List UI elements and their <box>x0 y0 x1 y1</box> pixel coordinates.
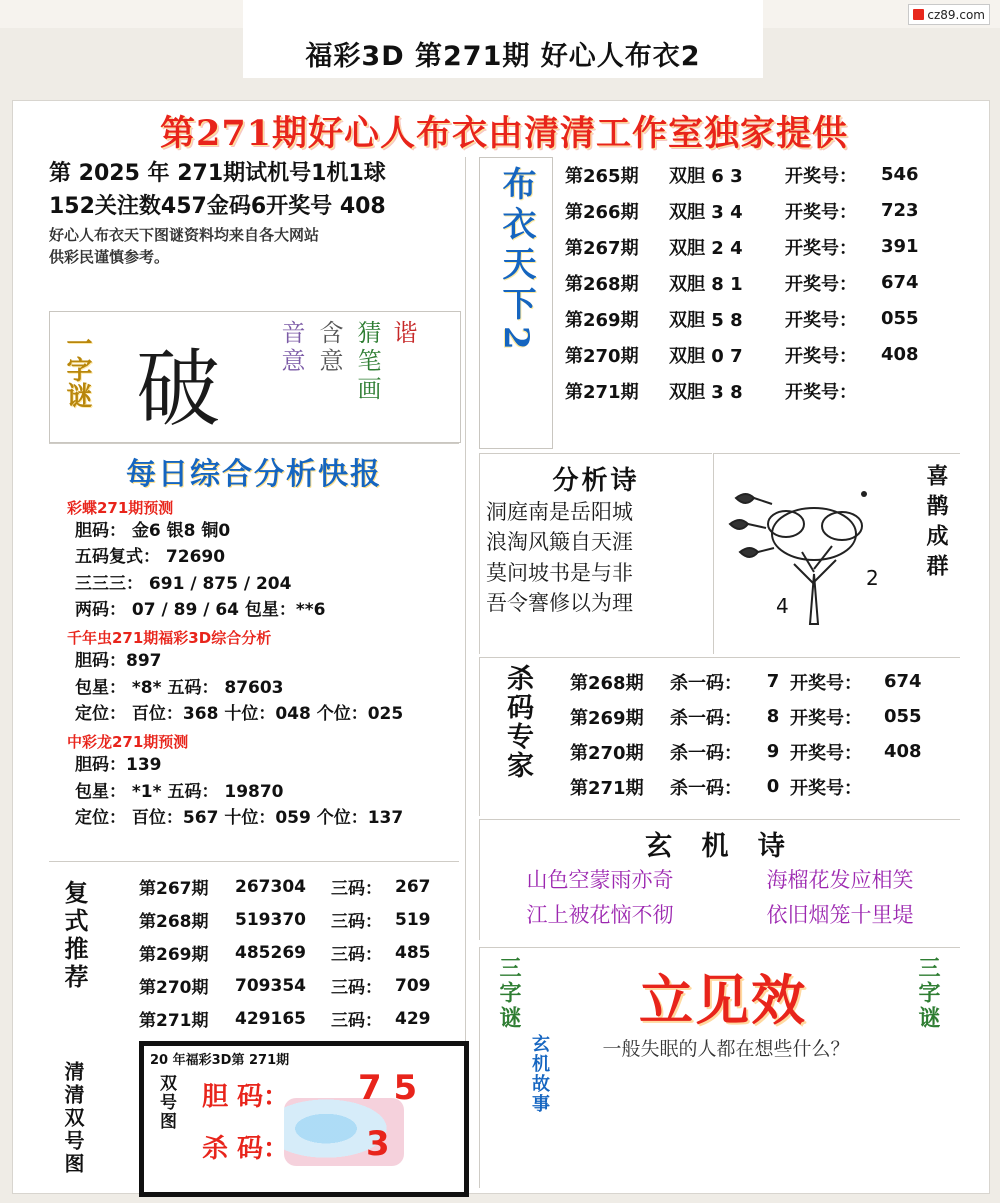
shama-label: 杀一码： <box>670 742 742 764</box>
site-watermark <box>908 4 990 25</box>
fushi-issue: 第271期 <box>139 1011 209 1031</box>
riddle-word-2: 含意 <box>315 320 343 376</box>
riddle-big-character: 破 <box>136 340 221 438</box>
history-issue: 第265期 <box>565 165 639 187</box>
sha-code-label: 杀 码： <box>202 1134 290 1164</box>
fushi-code: 709354 <box>235 975 306 996</box>
history-issue: 第271期 <box>565 381 639 403</box>
sha-code-value: 3 <box>366 1124 390 1164</box>
xuanji-row <box>480 898 960 933</box>
fushi-code: 429165 <box>235 1008 306 1029</box>
history-draw-label: 开奖号： <box>785 237 857 259</box>
table-row <box>565 373 959 409</box>
fushi-vertical-label: 复式推荐 <box>60 880 89 992</box>
riddle-word-3: 音意 <box>277 320 305 376</box>
fushi-value: 485 <box>395 942 431 963</box>
banner <box>49 109 959 153</box>
banner-text: 第271期好心人布衣由清清工作室独家提供 <box>159 113 849 154</box>
three-char-riddle-block <box>479 947 960 1188</box>
shama-kill: 7 <box>766 671 780 692</box>
fushi-value: 709 <box>395 975 431 996</box>
history-draw: 408 <box>881 344 919 365</box>
shama-draw-label: 开奖号： <box>790 672 862 694</box>
divider <box>465 157 466 1187</box>
section-line: 定位： 百位：567 十位：059 个位：137 <box>75 808 404 829</box>
fushi-issue: 第270期 <box>139 978 209 998</box>
riddle-left-vertical-label-2: 玄机故事 <box>529 1034 550 1114</box>
history-issue: 第268期 <box>565 273 639 295</box>
divider <box>49 443 459 444</box>
history-dan: 双胆 8 1 <box>669 273 743 295</box>
history-draw: 546 <box>881 164 919 185</box>
fushi-issue: 第267期 <box>139 879 209 899</box>
fushi-label: 三码： <box>331 912 382 932</box>
daily-section <box>49 497 459 623</box>
history-dan: 双胆 6 3 <box>669 165 743 187</box>
top-bar <box>0 0 1000 28</box>
history-dan: 双胆 3 8 <box>669 381 743 403</box>
table-row <box>139 969 455 1002</box>
double-number-vertical-label: 清清双号图 <box>61 1061 85 1176</box>
table-row <box>565 265 959 301</box>
history-draw-label: 开奖号： <box>785 309 857 331</box>
info-line-1: 第 2025 年 271期试机号1机1球 <box>49 161 386 186</box>
shama-draw: 055 <box>884 706 922 727</box>
page-title-bar <box>243 28 763 78</box>
shama-kill: 9 <box>766 741 780 762</box>
table-row <box>570 664 944 699</box>
page-title: 福彩3D 第271期 好心人布衣2 <box>305 40 701 72</box>
xuanji-header: 玄 机 诗 <box>645 831 795 862</box>
fushi-issue: 第268期 <box>139 912 209 932</box>
table-row <box>139 936 455 969</box>
fushi-code: 485269 <box>235 942 306 963</box>
history-dan: 双胆 0 7 <box>669 345 743 367</box>
section-line: 定位： 百位：368 十位：048 个位：025 <box>75 704 404 725</box>
shama-issue: 第270期 <box>570 742 644 764</box>
table-row <box>139 870 455 903</box>
history-draw: 055 <box>881 308 919 329</box>
history-issue: 第266期 <box>565 201 639 223</box>
riddle-question: 一般失眠的人都在想些什么？ <box>602 1038 850 1060</box>
watermark-text: cz89.com <box>927 7 985 22</box>
info-note-2: 供彩民谨慎参考。 <box>49 248 170 267</box>
content-sheet <box>12 100 990 1194</box>
shama-vertical-label: 杀码专家 <box>502 664 533 780</box>
section-line: 胆码：139 <box>75 755 162 776</box>
table-row <box>570 734 944 769</box>
table-row <box>565 229 959 265</box>
fushi-value: 267 <box>395 876 431 897</box>
shama-issue: 第268期 <box>570 672 644 694</box>
riddle-box <box>49 311 461 443</box>
fushi-value: 429 <box>395 1008 431 1029</box>
analysis-poem-block <box>479 453 712 654</box>
fushi-issue: 第269期 <box>139 945 209 965</box>
shama-kill: 0 <box>766 776 780 797</box>
fushi-code: 267304 <box>235 876 306 897</box>
section-line: 胆码： 金6 银8 铜0 <box>75 521 231 541</box>
section-line: 胆码：897 <box>75 651 162 672</box>
image-title: 20 年福彩3D第 271期 <box>150 1053 290 1068</box>
magpie-illustration-block <box>713 453 960 654</box>
image-vertical-label: 双号图 <box>156 1074 176 1131</box>
table-row <box>139 903 455 936</box>
dan-code-value: 7 5 <box>358 1068 418 1108</box>
xuanji-line-2: 海榴花发应相笑 <box>766 868 914 892</box>
history-dan: 双胆 3 4 <box>669 201 743 223</box>
fushi-recommend-block <box>49 861 459 1042</box>
poem-line: 莫问坡书是与非 <box>486 560 633 585</box>
xuanji-line-1: 山色空蒙雨亦奇 <box>526 868 674 892</box>
table-row <box>565 301 959 337</box>
shama-kill: 8 <box>766 706 780 727</box>
daily-report <box>49 449 459 831</box>
shama-draw-label: 开奖号： <box>790 707 862 729</box>
buyi-tianxia-box <box>479 157 553 449</box>
table-row <box>565 157 959 193</box>
fushi-rows <box>139 870 455 1035</box>
riddle-right-vertical-label: 三字谜 <box>915 956 941 1031</box>
section-line: 三三三： 691 / 875 / 204 <box>75 573 292 594</box>
riddle-vertical-label: 一字谜 <box>62 330 92 408</box>
shama-draw: 674 <box>884 671 922 692</box>
daily-section <box>49 627 459 727</box>
info-note-1: 好心人布衣天下图谜资料均来自各大网站 <box>49 226 320 244</box>
riddle-left-vertical-label: 三字谜 <box>496 956 522 1031</box>
history-draw-label: 开奖号： <box>785 273 857 295</box>
history-issue: 第267期 <box>565 237 639 259</box>
poem-line: 吾令謇修以为理 <box>486 591 633 616</box>
fushi-label: 三码： <box>331 879 382 899</box>
shama-rows <box>570 664 944 804</box>
shama-expert-block <box>479 657 960 816</box>
table-row <box>565 337 959 373</box>
history-dan: 双胆 5 8 <box>669 309 743 331</box>
poem-line: 浪淘风簸自天涯 <box>486 530 633 555</box>
fushi-value: 519 <box>395 909 431 930</box>
xuanji-line-3: 江上被花恼不彻 <box>526 902 674 927</box>
section-title: 彩蝶271期预测 <box>67 499 174 517</box>
history-table <box>565 157 959 409</box>
poem-line: 洞庭南是岳阳城 <box>486 500 633 524</box>
daily-section <box>49 731 459 831</box>
table-row <box>570 769 944 804</box>
section-title: 中彩龙271期预测 <box>67 733 189 752</box>
riddle-answer: 立见效 <box>639 968 807 1032</box>
shama-label: 杀一码： <box>670 777 742 799</box>
shama-label: 杀一码： <box>670 672 742 694</box>
fushi-label: 三码： <box>331 945 382 965</box>
history-dan: 双胆 2 4 <box>669 237 743 259</box>
riddle-word-1: 猜笔画 <box>353 320 381 404</box>
fushi-label: 三码： <box>331 1011 382 1031</box>
xuanji-row <box>480 863 960 898</box>
history-issue: 第269期 <box>565 309 639 331</box>
table-row <box>139 1002 455 1035</box>
history-draw: 674 <box>881 272 919 293</box>
magpie-vertical-label: 喜鹊成群 <box>923 464 949 584</box>
fushi-label: 三码： <box>331 978 382 998</box>
watermark-square-icon <box>913 9 924 20</box>
table-row <box>565 193 959 229</box>
analysis-poem-header: 分析诗 <box>552 466 640 496</box>
history-draw-label: 开奖号： <box>785 345 857 367</box>
section-line: 五码复式： 72690 <box>75 547 226 568</box>
shama-issue: 第269期 <box>570 707 644 729</box>
magpie-number-right: 2 <box>866 566 879 590</box>
section-line: 包星： *8* 五码： 87603 <box>75 677 284 698</box>
history-draw-label: 开奖号： <box>785 201 857 223</box>
daily-header: 每日综合分析快报 <box>126 457 382 492</box>
double-number-image <box>139 1041 469 1197</box>
riddle-word-0: 谐 <box>389 320 417 348</box>
history-draw: 723 <box>881 200 919 221</box>
buyi-vertical-text: 布衣天下2 <box>496 166 536 356</box>
section-line: 包星： *1* 五码： 19870 <box>75 781 284 802</box>
dan-code-label: 胆 码： <box>202 1082 290 1112</box>
section-line: 两码： 07 / 89 / 64 包星：**6 <box>75 600 326 621</box>
info-line-2: 152关注数457金码6开奖号 408 <box>49 194 386 219</box>
shama-label: 杀一码： <box>670 707 742 729</box>
left-info-block <box>49 157 459 268</box>
xuanji-poem-block <box>479 819 960 940</box>
history-draw-label: 开奖号： <box>785 381 857 403</box>
section-title: 千年虫271期福彩3D综合分析 <box>67 629 272 648</box>
table-row <box>570 699 944 734</box>
shama-draw: 408 <box>884 741 922 762</box>
magpie-tree-icon <box>714 454 914 634</box>
history-draw: 391 <box>881 236 919 257</box>
shama-issue: 第271期 <box>570 777 644 799</box>
magpie-number-left: 4 <box>776 594 789 618</box>
xuanji-line-4: 依旧烟笼十里堤 <box>766 902 914 927</box>
history-issue: 第270期 <box>565 345 639 367</box>
shama-draw-label: 开奖号： <box>790 777 862 799</box>
fushi-code: 519370 <box>235 909 306 930</box>
top-white-block <box>243 0 763 28</box>
history-draw-label: 开奖号： <box>785 165 857 187</box>
double-number-block <box>49 1041 459 1187</box>
shama-draw-label: 开奖号： <box>790 742 862 764</box>
